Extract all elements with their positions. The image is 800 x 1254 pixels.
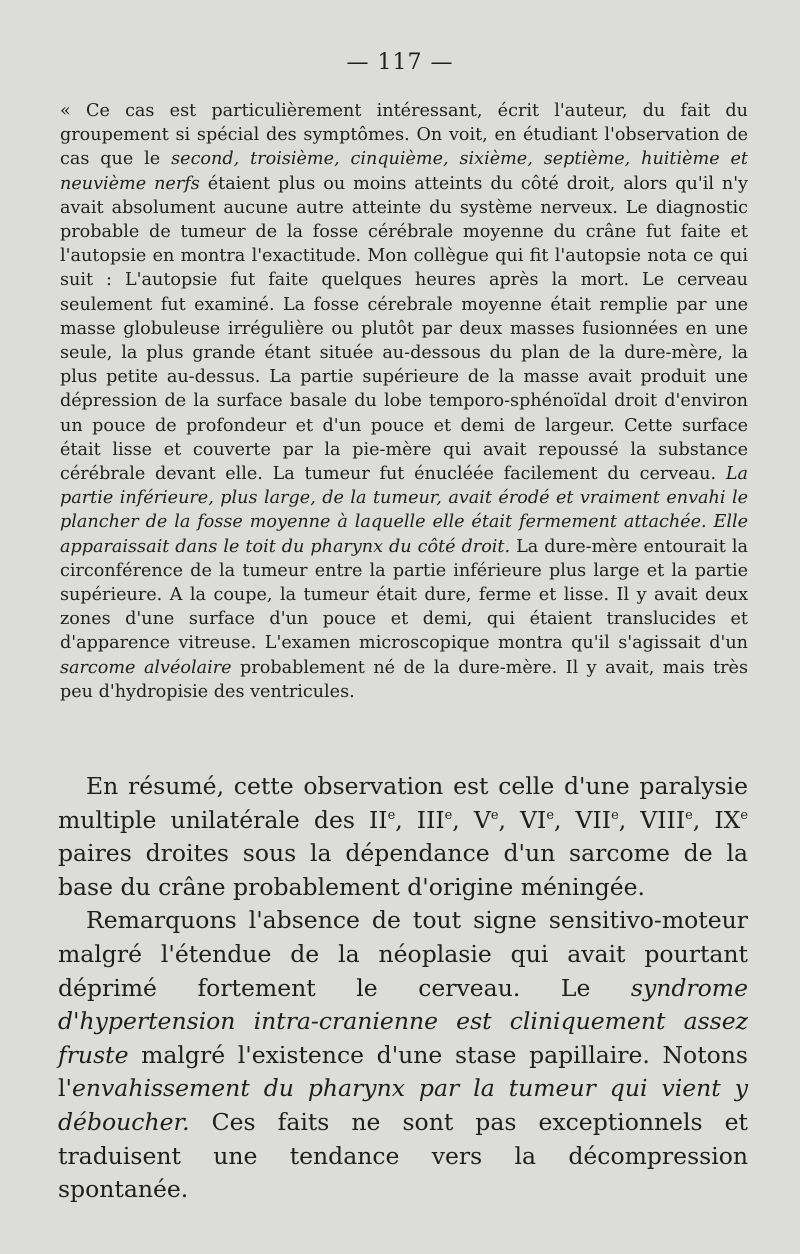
quote-paragraph	[60, 99, 748, 704]
summary-text: , III	[395, 805, 445, 834]
quote-italic-sarcoma: sarcome alvéolaire	[60, 657, 232, 678]
summary-section	[58, 770, 748, 1207]
ordinal-suffix: e	[685, 807, 693, 823]
summary-paragraph-2	[58, 904, 748, 1206]
summary-text: malgré l'existence d'une stase papillaire. Notons l'	[58, 1040, 748, 1103]
summary-paragraph-1	[58, 770, 748, 904]
ordinal-suffix: e	[740, 807, 748, 823]
ordinal-suffix: e	[611, 807, 619, 823]
quoted-observation	[60, 99, 748, 704]
quote-text-3: La dure-mère entourait la circonférence de la tumeur entre la partie inférieure plus large et la partie supérieure. A la coupe, la tumeur était dure, ferme et lisse. Il y avait deux zones d'une surface d'un pouce et demi, qui étaient translucides et d'apparence vitreuse. L'examen microscopique montra qu'il s'agissait d'un	[60, 536, 748, 654]
quote-text-1: « Ce cas est particulièrement intéressant, écrit l'auteur, du fait du groupement si spécial des symptômes. On voit, en étudiant l'observation de cas que le	[60, 101, 748, 170]
quote-text-2: étaient plus ou moins atteints du côté droit, alors qu'il n'y avait absolument aucune autre atteinte du système nerveux. Le diagnostic probable de tumeur de la fosse cérébrale moyenne du crâne fut faite et l'autopsie en montra l'exactitude. Mon collègue qui fit l'autopsie nota ce qui suit : L'autopsie fut faite quelques heures après la mort. Le cerveau seulement fut examiné. La fosse cérebrale moyenne était remplie par une masse globuleuse irrégulière ou plutôt par deux masses fusionnées en une seule, la plus grande étant située au-dessous du plan de la dure-mère, la plus petite au-dessus. La partie supérieure de la masse avait produit une dépression de la surface basale du lobe temporo-sphénoïdal droit d'environ un pouce de profondeur et d'un pouce et demi de largeur. Cette surface était lisse et couverte par la pie-mère qui avait repoussé la substance cérébrale devant elle. La tumeur fut énucléée facilement du cerveau.	[60, 173, 748, 485]
summary-text: Remarquons l'absence de tout signe sensitivo-moteur malgré l'étendue de la néoplasie qui avait pourtant déprimé fortement le cerveau. Le	[58, 906, 748, 1002]
ordinal-suffix: e	[546, 807, 554, 823]
ordinal-suffix: e	[444, 807, 453, 823]
ordinal-suffix: e	[490, 807, 499, 823]
quote-text-4: probablement né de la dure-mère. Il y avait, mais très peu d'hydropisie des ventricules.	[60, 657, 749, 702]
page-number: — 117 —	[346, 50, 454, 75]
summary-italic-syndrome: syndrome d'hypertension intra-cranienne est cliniquement assez fruste	[58, 973, 748, 1069]
summary-text: , V	[452, 805, 491, 834]
summary-italic-pharynx: envahissement du pharynx par la tumeur qui vient y déboucher.	[58, 1074, 748, 1136]
summary-text: En résumé, cette observation est celle d'une paralysie multiple unilatérale des II	[58, 772, 748, 834]
ordinal-suffix: e	[387, 807, 396, 823]
quote-italic-lower-part: La partie inférieure, plus large, de la tumeur, avait érodé et vraiment envahi le plancher de la fosse moyenne à laquelle elle était fermement attachée. Elle apparaissait dans le toit du pharynx du côté droit.	[60, 464, 748, 557]
quote-italic-nerves: second, troisième, cinquième, sixième, septième, huitième et neuvième nerfs	[60, 149, 748, 194]
summary-text: Ces faits ne sont pas exceptionnels et traduisent une tendance vers la décompression spontanée.	[58, 1107, 748, 1204]
summary-text: , IX	[692, 805, 741, 834]
summary-text: , VII	[553, 805, 612, 834]
summary-text: paires droites sous la dépendance d'un sarcome de la base du crâne probablement d'origine méningée.	[58, 839, 748, 901]
summary-text: , VI	[498, 805, 547, 834]
summary-text: , VIII	[618, 805, 686, 834]
